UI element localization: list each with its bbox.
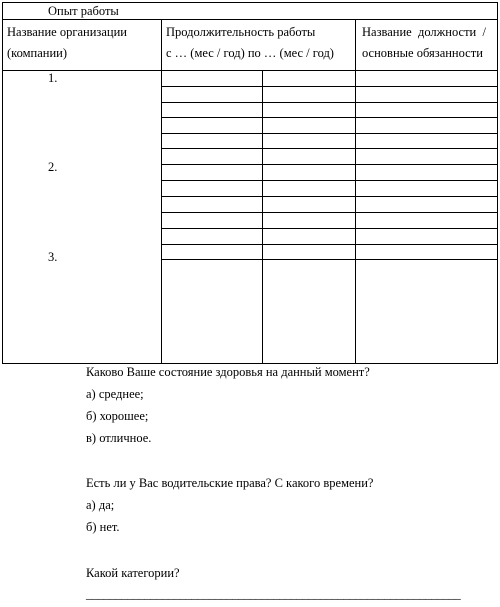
table-border-top xyxy=(2,2,498,3)
license-option-a[interactable]: а) да; xyxy=(86,498,115,512)
col3-header-line1: Название должности / xyxy=(362,25,486,39)
row-line xyxy=(161,259,498,260)
license-option-b[interactable]: б) нет. xyxy=(86,520,120,534)
col1-header-line1: Название организации xyxy=(7,25,127,39)
health-option-c[interactable]: в) отличное. xyxy=(86,431,152,445)
health-question: Каково Ваше состояние здоровья на данный момент? xyxy=(86,365,370,379)
col-divider-1 xyxy=(161,19,162,363)
entry-number-3: 3. xyxy=(48,250,58,264)
category-question: Какой категории? xyxy=(86,566,180,580)
health-option-b[interactable]: б) хорошее; xyxy=(86,409,149,423)
row-line xyxy=(161,86,498,87)
col3-header-line2: основные обязанности xyxy=(362,46,483,60)
row-line xyxy=(161,164,498,165)
header-divider xyxy=(2,70,498,71)
row-line xyxy=(161,244,498,245)
col-divider-dates xyxy=(262,70,263,363)
row-line xyxy=(161,148,498,149)
row-line xyxy=(161,180,498,181)
col1-header-line2: (компании) xyxy=(7,46,67,60)
row-line xyxy=(161,228,498,229)
title-divider xyxy=(2,19,498,20)
table-border-right xyxy=(497,2,498,363)
row-line xyxy=(161,196,498,197)
table-border-left xyxy=(2,2,3,363)
col2-header-line2: с … (мес / год) по … (мес / год) xyxy=(166,46,334,60)
col-divider-2 xyxy=(355,19,356,363)
col2-header-line1: Продолжительность работы xyxy=(166,25,316,39)
section-title: Опыт работы xyxy=(48,4,119,18)
row-line xyxy=(161,117,498,118)
category-answer-line[interactable]: ________________________________________________________________ xyxy=(86,587,461,601)
health-option-a[interactable]: а) среднее; xyxy=(86,387,144,401)
row-line xyxy=(161,212,498,213)
row-line xyxy=(161,102,498,103)
entry-number-2: 2. xyxy=(48,160,58,174)
license-question: Есть ли у Вас водительские права? С какого времени? xyxy=(86,476,374,490)
row-line xyxy=(161,133,498,134)
table-border-bottom xyxy=(2,363,498,364)
entry-number-1: 1. xyxy=(48,71,58,85)
